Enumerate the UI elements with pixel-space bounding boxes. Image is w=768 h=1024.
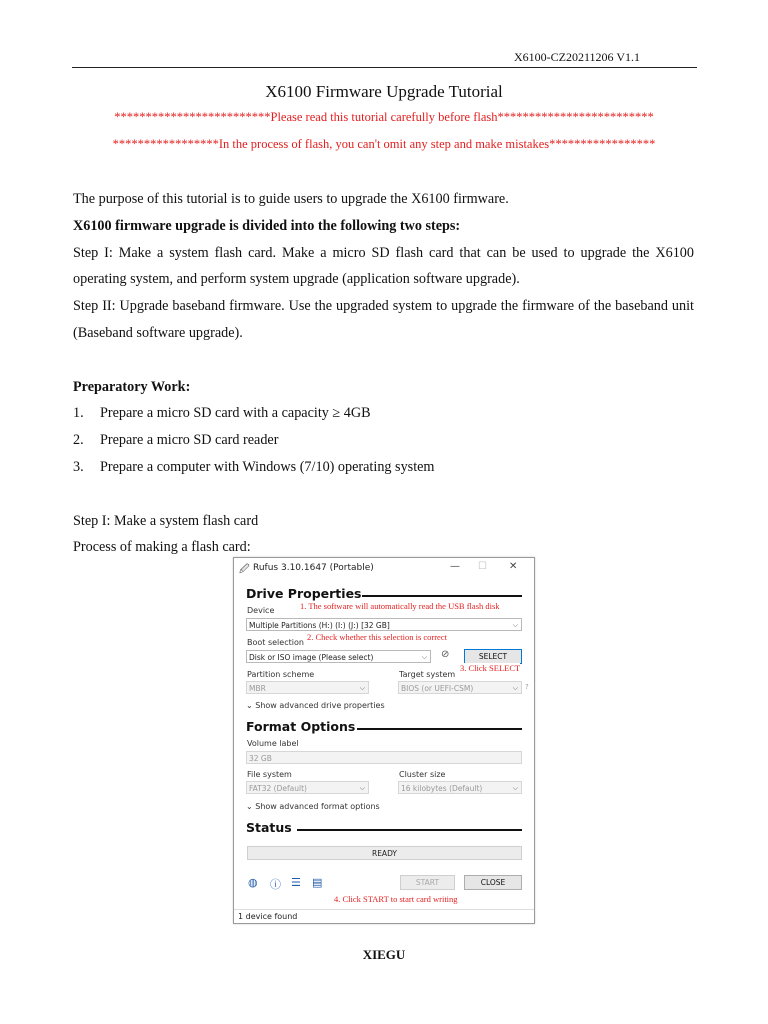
- warning-line-2: *****************In the process of flash, you can't omit any step and make mistakes*****************: [112, 137, 656, 151]
- chevron-down-icon: ⌵: [512, 684, 518, 692]
- warning-line-1: *************************Please read this tutorial carefully before flash*************************: [114, 110, 654, 124]
- list-text: Prepare a micro SD card reader: [100, 432, 279, 449]
- intro-paragraph: The purpose of this tutorial is to guide users to upgrade the X6100 firmware.: [73, 191, 509, 207]
- log-icon[interactable]: ▤: [312, 876, 323, 889]
- volume-label-label: Volume label: [247, 739, 299, 748]
- file-system-label: File system: [247, 770, 292, 779]
- partition-scheme-value: MBR: [249, 684, 266, 693]
- step1-paragraph: Step I: Make a system flash card. Make a micro SD flash card that can be used to upgrade the X6100 operating system, and perform system upgrade (application software upgrade).: [73, 244, 694, 288]
- volume-label-input[interactable]: 32 GB: [246, 751, 522, 764]
- format-options-heading: Format Options: [246, 719, 356, 734]
- advanced-drive-toggle[interactable]: [246, 701, 385, 710]
- start-button[interactable]: START: [400, 875, 455, 890]
- annotation-1: 1. The software will automatically read the USB flash disk: [300, 601, 500, 611]
- step1-heading: Step I: Make a system flash card: [73, 512, 259, 529]
- partition-scheme-label: Partition scheme: [247, 670, 315, 679]
- cluster-size-dropdown[interactable]: [398, 781, 522, 794]
- cluster-size-value: 16 kilobytes (Default): [401, 784, 483, 793]
- partition-scheme-dropdown[interactable]: [246, 681, 369, 694]
- list-item: [73, 427, 694, 454]
- target-system-dropdown[interactable]: [398, 681, 522, 694]
- document-header: X6100-CZ20211206 V1.1: [514, 50, 640, 64]
- boot-selection-label: Boot selection: [247, 638, 304, 647]
- list-number: 2.: [73, 432, 84, 449]
- minimize-button[interactable]: —: [450, 561, 460, 572]
- chevron-down-icon: ⌵: [512, 621, 518, 629]
- device-count-status: 1 device found: [234, 909, 534, 923]
- help-icon[interactable]: ?: [525, 683, 529, 691]
- list-text: Prepare a computer with Windows (7/10) operating system: [100, 458, 435, 475]
- select-button[interactable]: SELECT: [464, 649, 522, 664]
- file-system-dropdown[interactable]: [246, 781, 369, 794]
- rufus-titlebar: [234, 558, 534, 580]
- target-system-value: BIOS (or UEFI-CSM): [401, 684, 474, 693]
- device-value: Multiple Partitions (H:) (I:) (J:) [32 GB]: [249, 621, 390, 630]
- annotation-4: 4. Click START to start card writing: [334, 894, 458, 904]
- usb-drive-icon: 🖉: [239, 564, 250, 575]
- maximize-button[interactable]: ☐: [478, 561, 487, 572]
- footer-brand: XIEGU: [362, 947, 406, 962]
- status-bar-ready: READY: [247, 846, 522, 860]
- list-text: Prepare a micro SD card with a capacity ≥ 4GB: [100, 405, 371, 422]
- rufus-window-title: Rufus 3.10.1647 (Portable): [253, 563, 374, 573]
- chevron-down-icon: ⌵: [421, 653, 427, 661]
- header-rule: [72, 67, 697, 68]
- advanced-drive-label: Show advanced drive properties: [255, 701, 385, 710]
- step2-paragraph: Step II: Upgrade baseband firmware. Use the upgraded system to upgrade the firmware of the baseband unit (Baseband software upgrade).: [73, 298, 694, 341]
- target-system-label: Target system: [399, 670, 456, 679]
- chevron-down-icon: ⌵: [512, 784, 518, 792]
- list-item: [73, 400, 694, 427]
- steps-heading: X6100 firmware upgrade is divided into the following two steps:: [73, 217, 461, 234]
- section-divider: [297, 829, 522, 831]
- document-body: [73, 186, 694, 561]
- advanced-format-toggle[interactable]: [246, 802, 380, 811]
- status-heading: Status: [246, 820, 292, 835]
- globe-icon[interactable]: ◍: [248, 876, 258, 889]
- page-title: X6100 Firmware Upgrade Tutorial: [265, 82, 503, 101]
- chevron-down-icon: ⌵: [359, 784, 365, 792]
- check-icon[interactable]: ⊘: [441, 649, 450, 660]
- cluster-size-label: Cluster size: [399, 770, 446, 779]
- settings-icon[interactable]: ☰: [291, 876, 301, 889]
- drive-properties-heading: Drive Properties: [246, 586, 362, 601]
- prep-heading: Preparatory Work:: [73, 378, 191, 395]
- advanced-format-label: Show advanced format options: [255, 802, 380, 811]
- close-window-button[interactable]: ✕: [509, 561, 518, 572]
- chevron-down-icon: ⌄: [246, 802, 256, 811]
- chevron-down-icon: ⌵: [359, 684, 365, 692]
- list-number: 3.: [73, 458, 84, 475]
- close-button[interactable]: CLOSE: [464, 875, 522, 890]
- file-system-value: FAT32 (Default): [249, 784, 307, 793]
- device-dropdown[interactable]: [246, 618, 522, 631]
- annotation-3: 3. Click SELECT: [460, 663, 521, 673]
- info-icon[interactable]: ⓘ: [270, 878, 281, 891]
- section-divider: [362, 595, 522, 597]
- chevron-down-icon: ⌄: [246, 701, 256, 710]
- list-number: 1.: [73, 405, 84, 422]
- process-label: Process of making a flash card:: [73, 539, 251, 556]
- section-divider: [357, 728, 522, 730]
- list-item: [73, 454, 694, 481]
- rufus-window: [233, 557, 535, 924]
- device-label: Device: [247, 606, 275, 615]
- boot-selection-dropdown[interactable]: [246, 650, 431, 663]
- annotation-2: 2. Check whether this selection is correct: [307, 632, 447, 642]
- boot-selection-value: Disk or ISO image (Please select): [249, 653, 374, 662]
